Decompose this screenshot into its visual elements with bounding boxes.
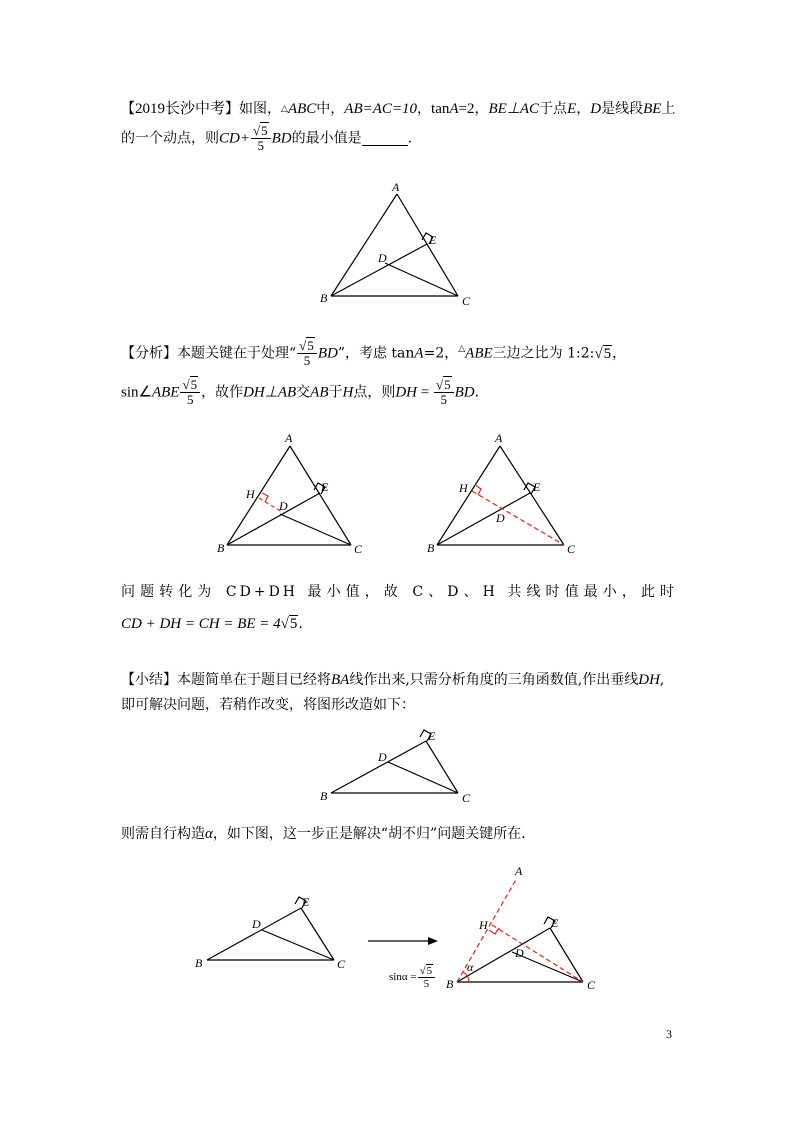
fig6-label-alpha: α <box>467 960 474 974</box>
problem-line-1: 【2019长沙中考】如图，△ABC中，AB=AC=10，tanA=2，BE⊥AC于点E，D是线段BE上 <box>121 101 676 117</box>
page-number: 3 <box>666 1027 672 1041</box>
fig4-label-e: E <box>428 729 436 743</box>
fig5-label-e: E <box>302 895 310 909</box>
fig3-label-h: H <box>459 481 468 495</box>
fig4-label-b: B <box>320 789 328 803</box>
fig4-label-d: D <box>378 750 387 764</box>
analysis-line-1: 【分析】本题关键在于处理“ $\frac{√5}{5}$ BD”，考虑 tanA=2，△ABE三边之比为 1:2:√5， <box>121 338 627 368</box>
fig2-label-b: B <box>217 541 225 555</box>
fig3-label-a: A <box>495 431 503 445</box>
fraction-sqrt5-over-5: $\frac{√5}{5}$ <box>251 124 271 153</box>
sin-alpha-formula: sinα = $\frac{√5}{5}$ <box>389 965 436 990</box>
fig3-label-b: B <box>427 541 435 555</box>
fig2-label-h: H <box>246 487 255 501</box>
fig6-label-b: B <box>446 977 454 991</box>
fig5-label-d: D <box>252 917 261 931</box>
fig1-label-b: B <box>320 291 328 305</box>
fig6-label-c: C <box>587 978 596 992</box>
fig6-label-a: A <box>515 864 523 878</box>
transform-line-1: 问题转化为 CD+DH 最小值，故 C、D、H 共线时值最小，此时 <box>121 584 677 600</box>
analysis-line-2: sin∠ABE $\frac{√5}{5}$ ，故作DH⊥AB交AB于H点，则DH = $\frac{√5}{5}$ BD. <box>121 377 480 407</box>
summary-line-2: 即可解决问题，若稍作改变，将图形改造如下： <box>121 697 415 713</box>
fig2-label-d: D <box>279 499 288 513</box>
construct-line: 则需自行构造α，如下图，这一步正是解决“胡不归”问题关键所在． <box>121 826 536 842</box>
fig1-label-e: E <box>429 233 437 247</box>
fig1-label-c: C <box>462 294 471 308</box>
fig2-label-a: A <box>285 431 293 445</box>
fig4-label-c: C <box>462 791 471 805</box>
fig2-label-c: C <box>354 542 363 556</box>
fig1-label-a: A <box>392 180 400 194</box>
fig2-label-e: E <box>321 480 329 494</box>
fig5-label-b: B <box>195 956 203 970</box>
fig1-label-d: D <box>378 251 387 265</box>
fig3-label-c: C <box>567 542 576 556</box>
summary-line-1: 【小结】本题简单在于题目已经将BA线作出来,只需分析角度的三角函数值,作出垂线DH, <box>121 672 665 688</box>
fig5-label-c: C <box>337 957 346 971</box>
fig6-label-d: D <box>515 946 524 960</box>
triangle-symbol: △ <box>281 104 288 114</box>
fig3-label-d: D <box>496 511 505 525</box>
fig6-label-e: E <box>551 916 559 930</box>
problem-line-2: 的一个动点，则CD+ $\frac{√5}{5}$ BD的最小值是 . <box>121 123 413 153</box>
fig3-label-e: E <box>533 480 541 494</box>
fig6-label-h: H <box>479 918 488 932</box>
transform-line-2: CD + DH = CH = BE = 4√5. <box>121 616 303 632</box>
